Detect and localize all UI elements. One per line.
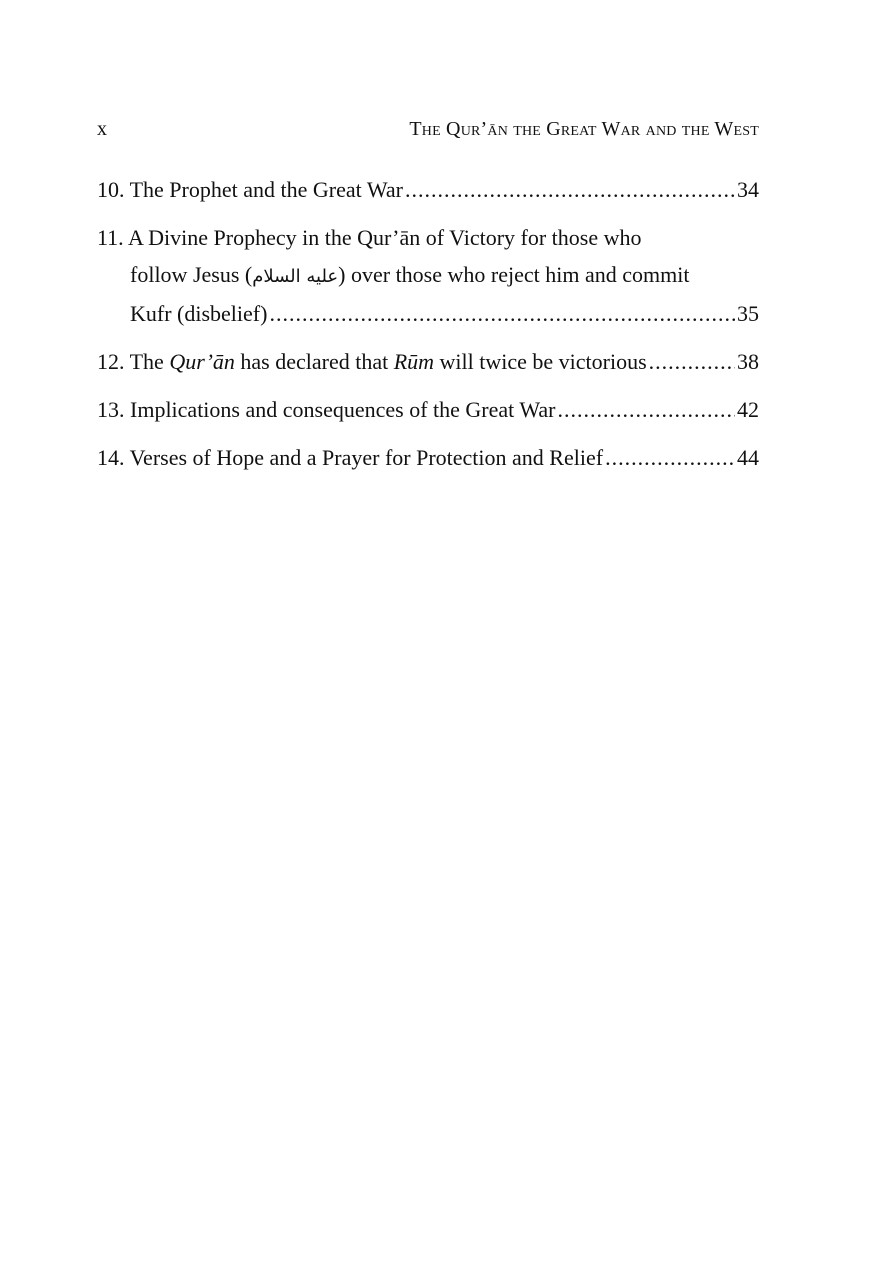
- dot-leader: [649, 343, 735, 380]
- toc-entry-title-line-2-end: ) over those who reject him and commit: [338, 262, 690, 287]
- toc-entry-line: [97, 219, 759, 256]
- toc-entry-title: 14. Verses of Hope and a Prayer for Protection and Relief: [97, 445, 604, 470]
- toc-entry-title-line-2-start: follow Jesus (: [130, 262, 253, 287]
- title-text: has declared that: [234, 349, 394, 374]
- dot-leader: [557, 391, 735, 428]
- toc-page-number: 42: [737, 397, 759, 422]
- toc-entry-13[interactable]: [97, 391, 759, 428]
- toc-entry-14[interactable]: [97, 439, 759, 476]
- toc-entry-line: [97, 343, 759, 380]
- toc-page-number: 35: [737, 301, 759, 326]
- title-text: 12. The: [97, 349, 170, 374]
- toc-entry-line: [97, 391, 759, 428]
- toc-page-number: 38: [737, 349, 759, 374]
- book-title: The Qur’ān the Great War and the West: [409, 118, 759, 140]
- title-italic-rum: Rūm: [393, 349, 435, 374]
- toc-entry-line: [97, 439, 759, 476]
- toc-page-number: 44: [737, 445, 759, 470]
- toc-entry-10[interactable]: [97, 171, 759, 208]
- toc-entry-title-line-3: Kufr (disbelief): [130, 301, 268, 326]
- toc-page-number: 34: [737, 177, 759, 202]
- page-number: x: [97, 118, 107, 140]
- toc-entry-line: [97, 256, 759, 295]
- toc-entry-title-line-1: 11. A Divine Prophecy in the Qur’ān of Victory for those who: [97, 225, 642, 250]
- title-italic-quran: Qur’ān: [169, 349, 235, 374]
- title-text: will twice be victorious: [434, 349, 647, 374]
- dot-leader: [405, 171, 735, 208]
- toc-entry-title: 10. The Prophet and the Great War: [97, 177, 403, 202]
- toc-entry-title: 13. Implications and consequences of the Great War: [97, 397, 556, 422]
- toc-entry-line: [97, 295, 759, 332]
- table-of-contents: [97, 171, 759, 487]
- dot-leader: [605, 439, 735, 476]
- dot-leader: [269, 295, 735, 332]
- toc-entry-title: [97, 343, 647, 380]
- arabic-honorific: عليه السلام: [252, 266, 339, 287]
- toc-entry-11[interactable]: [97, 219, 759, 332]
- running-header: [97, 116, 759, 142]
- toc-entry-line: [97, 171, 759, 208]
- toc-entry-12[interactable]: [97, 343, 759, 380]
